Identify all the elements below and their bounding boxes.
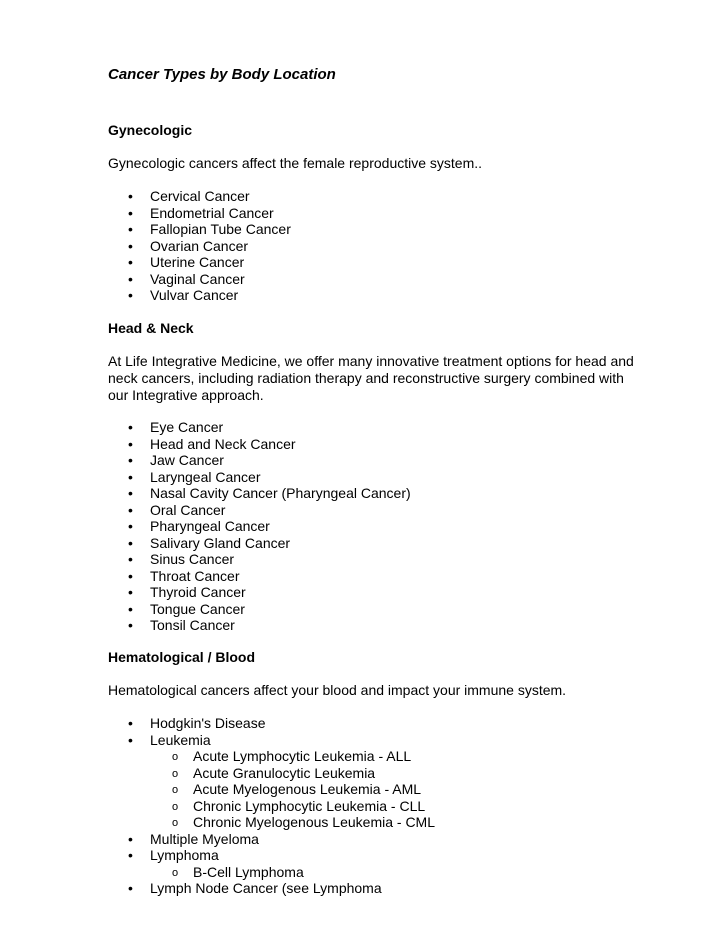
list-item: • Lymph Node Cancer (see Lymphoma — [150, 880, 382, 897]
section-intro-hematological: Hematological cancers affect your blood and impact your immune system. — [108, 682, 567, 698]
list-item: • Vaginal Cancer — [150, 271, 245, 288]
list-item: • Hodgkin's Disease — [150, 715, 266, 732]
list-item: • Tongue Cancer — [150, 601, 245, 618]
list-item: • Multiple Myeloma — [150, 831, 259, 848]
list-item: • Pharyngeal Cancer — [150, 518, 270, 535]
list-item: • Sinus Cancer — [150, 551, 234, 568]
list-item: • Endometrial Cancer — [150, 205, 274, 222]
section-intro-gynecologic: Gynecologic cancers affect the female reproductive system.. — [108, 155, 483, 171]
list-item: • Eye Cancer — [150, 419, 223, 436]
list-item: • Vulvar Cancer — [150, 287, 238, 304]
document-title: Cancer Types by Body Location — [108, 66, 336, 83]
list-item: • Thyroid Cancer — [150, 584, 246, 601]
list-item: • Throat Cancer — [150, 568, 239, 585]
sub-list-item: o B-Cell Lymphoma — [193, 864, 304, 881]
list-item: • Ovarian Cancer — [150, 238, 248, 255]
section-heading-hematological: Hematological / Blood — [108, 649, 256, 665]
section-heading-gynecologic: Gynecologic — [108, 122, 193, 138]
list-item: • Leukemia — [150, 732, 211, 749]
list-item: • Salivary Gland Cancer — [150, 535, 290, 552]
sub-list-item: o Chronic Lymphocytic Leukemia - CLL — [193, 798, 425, 815]
list-item: • Nasal Cavity Cancer (Pharyngeal Cancer) — [150, 485, 411, 502]
list-item: • Tonsil Cancer — [150, 617, 235, 634]
sub-list-item: o Chronic Myelogenous Leukemia - CML — [193, 814, 435, 831]
list-item: • Laryngeal Cancer — [150, 469, 261, 486]
list-item: • Fallopian Tube Cancer — [150, 221, 291, 238]
sub-list-item: o Acute Lymphocytic Leukemia - ALL — [193, 748, 411, 765]
list-item: • Jaw Cancer — [150, 452, 224, 469]
sub-list-item: o Acute Myelogenous Leukemia - AML — [193, 781, 421, 798]
section-intro-head-neck: At Life Integrative Medicine, we offer many innovative treatment options for head and neck cancers, including radiation therapy and reconstructive surgery combined with our Integrative approach. — [108, 353, 634, 403]
list-item: • Oral Cancer — [150, 502, 225, 519]
list-item: • Cervical Cancer — [150, 188, 250, 205]
list-item: • Uterine Cancer — [150, 254, 244, 271]
sub-list-item: o Acute Granulocytic Leukemia — [193, 765, 375, 782]
list-item: • Head and Neck Cancer — [150, 436, 296, 453]
list-item: • Lymphoma — [150, 847, 219, 864]
section-heading-head-neck: Head & Neck — [108, 320, 194, 336]
